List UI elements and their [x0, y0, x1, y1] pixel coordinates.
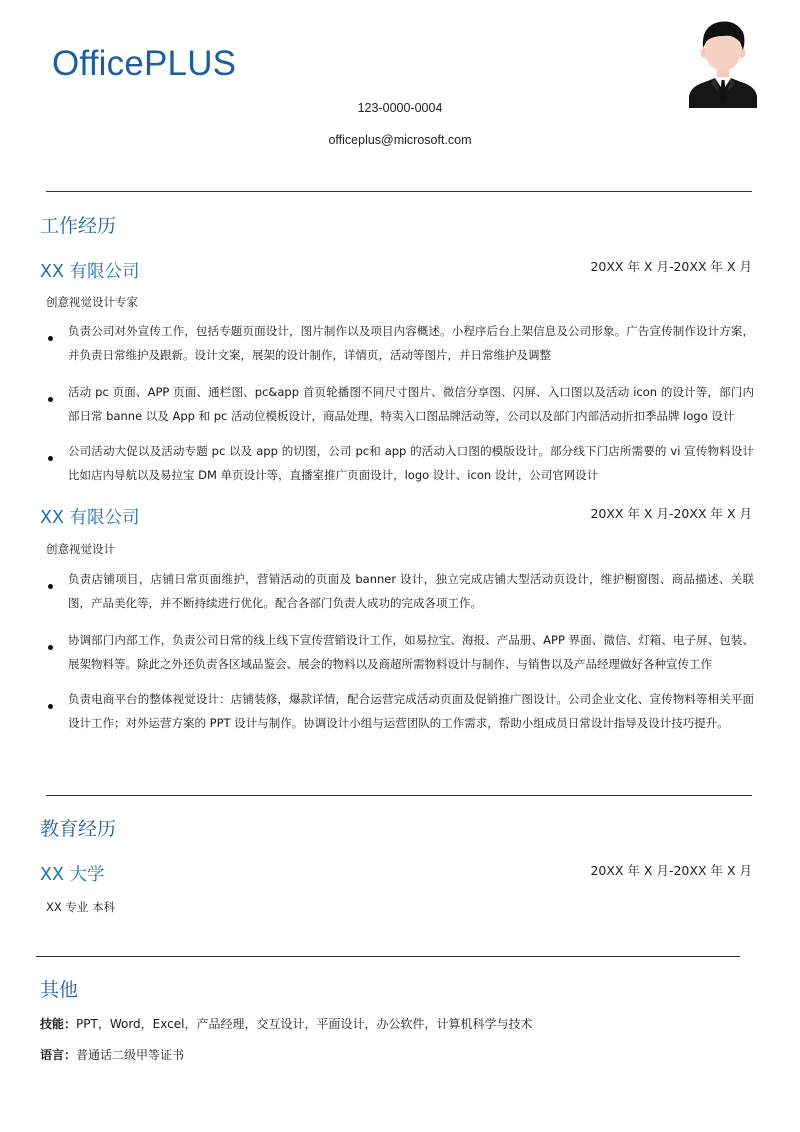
- phone-number: 123-0000-0004: [357, 101, 443, 115]
- job-bullet: 负责公司对外宣传工作，包括专题页面设计，图片制作以及项目内容概述。小程序后台上架信息及公司形象。广告宣传制作设计方案，并负责日常维护及跟新。设计文案，展架的设计制作，详情页，活动等图片，并日常维护及调整: [46, 320, 754, 367]
- avatar: [689, 18, 757, 108]
- job-bullets: [46, 320, 754, 487]
- section-title-work: 工作经历: [40, 215, 117, 237]
- job-bullet: 活动 pc 页面、APP 页面、通栏图、pc&app 首页轮播图不同尺寸图片、微信分享图、闪屏、入口图以及活动 icon 的设计等，部门内部日常 banne 以及 App 和 pc 活动位模板设计，商品处理，特卖入口图品牌活动等，公司以及部门内部活动折扣季品牌 logo 设计: [46, 381, 754, 428]
- email-address: officeplus@microsoft.com: [328, 133, 472, 147]
- language-label: 语言：: [40, 1048, 77, 1062]
- skills-label: 技能：: [40, 1017, 77, 1031]
- education-major: XX 专业 本科: [46, 900, 116, 914]
- job-bullets: [46, 568, 754, 735]
- job-bullet: 负责店铺项目，店铺日常页面维护，营销活动的页面及 banner 设计，独立完成店铺大型活动页设计，维护橱窗图、商品描述、关联图，产品美化等，并不断持续进行优化。配合各部门负责人成功的完成各项工作。: [46, 568, 754, 615]
- school-name: XX 大学: [40, 865, 105, 885]
- section-title-other: 其他: [40, 979, 79, 1001]
- education-divider: [36, 956, 740, 957]
- job-company: XX 有限公司: [40, 262, 140, 282]
- language-value: 普通话二级甲等证书: [76, 1048, 185, 1062]
- skills-value: PPT，Word，Excel，产品经理，交互设计，平面设计，办公软件，计算机科学与技术: [76, 1017, 533, 1031]
- job-role: 创意视觉设计: [46, 542, 115, 556]
- work-divider: [46, 795, 752, 796]
- section-title-education: 教育经历: [40, 818, 117, 840]
- job-bullet: 负责电商平台的整体视觉设计：店铺装修，爆款详情，配合运营完成活动页面及促销推广图设计。公司企业文化、宣传物料等相关平面设计工作；对外运营方案的 PPT 设计与制作。协调设计小组与运营团队的工作需求，帮助小组成员日常设计指导及设计技巧提升。: [46, 688, 754, 735]
- job-company: XX 有限公司: [40, 508, 140, 528]
- education-date: 20XX 年 X 月-20XX 年 X 月: [590, 863, 752, 878]
- brand-logo-text: OfficePLUS: [52, 44, 237, 83]
- skills-line: [40, 1015, 532, 1032]
- header-divider: [46, 191, 752, 192]
- job-date: 20XX 年 X 月-20XX 年 X 月: [590, 259, 752, 274]
- language-line: [40, 1046, 184, 1063]
- avatar-icon: [689, 18, 757, 108]
- job-date: 20XX 年 X 月-20XX 年 X 月: [590, 506, 752, 521]
- job-role: 创意视觉设计专家: [46, 295, 138, 309]
- job-bullet: 协调部门内部工作，负责公司日常的线上线下宣传营销设计工作，如易拉宝、海报、产品册、APP 界面、微信、灯箱、电子屏、包装、展架物料等。除此之外还负责各区域品鉴会、展会的物料以及商超所需物料设计与制作、与销售以及产品经理做好各种宣传工作: [46, 629, 754, 676]
- job-bullet: 公司活动大促以及活动专题 pc 以及 app 的切图，公司 pc和 app 的活动入口图的模版设计。部分线下门店所需要的 vi 宣传物料设计比如店内导航以及易拉宝 DM 单页设计等，直播室推广页面设计，logo 设计、icon 设计，公司官网设计: [46, 440, 754, 487]
